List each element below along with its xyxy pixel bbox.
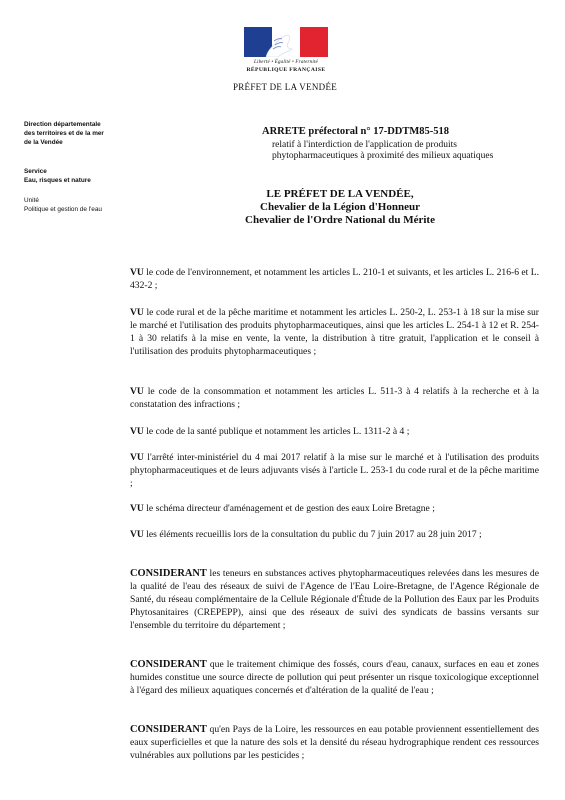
sidebar-unit [24,196,102,214]
authority-line: Chevalier de la Légion d'Honneur [260,201,420,213]
arrete-subtitle-line: phytopharmaceutiques à proximité des milieux aquatiques [272,151,494,161]
arrete-subtitle [272,140,493,162]
paragraph-text: le code rural et de la pêche maritime et notamment les articles L. 250-2, L. 253-1 à 18 sur la mise sur le marché et l'utilisation des produits phytopharmaceutiques, ainsi que les articles L. 254-1 à 12 et R. 254-1 à 30 relatifs à la mise en vente, la vente, la distribution à titre gratuit, l'application et le conseil à l'utilisation des produits phytopharmaceutiques ; [130,307,539,357]
paragraph-text: les éléments recueillis lors de la consultation du public du 7 juin 2017 au 28 juin 2017 ; [143,529,482,540]
considerant-paragraph [130,723,539,762]
unit-name: Politique et gestion de l'eau [24,206,102,213]
paragraph-text: le code de l'environnement, et notamment les articles L. 210-1 et suivants, et les articles L. 216-6 et L. 432-2 ; [130,267,539,291]
direction-line: des territoires et de la mer [24,130,104,137]
paragraph-text: les teneurs en substances actives phytopharmaceutiques relevées dans les mesures de la qualité de l'eau des réseaux de suivi de l'Agence de l'Eau Loire-Bretagne, de l'Agence Régionale de Santé, du réseau complémentaire de la Cellule Régionale d'Étude de la Pollution des Eaux par les Produits Phytosanitaires (CREPEPP), ainsi que des réseaux de suivi des syndicats de bassins versants sur l'ensemble du territoire du département ; [130,568,539,631]
vu-paragraph [130,306,539,358]
vu-keyword: VU [130,503,144,514]
arrete-subtitle-line: relatif à l'interdiction de l'application de produits [272,140,457,150]
republic-name: RÉPUBLIQUE FRANÇAISE [246,67,326,73]
republic-motto: Liberté • Égalité • Fraternité [254,60,318,65]
prefet-title: PRÉFET DE LA VENDÉE [232,82,338,92]
republic-logo [244,27,328,73]
paragraph-text: que le traitement chimique des fossés, cours d'eau, canaux, surfaces en eau et zones humides constitue une source directe de pollution qui peut présenter un risque toxicologique exceptionnel à l'égard des milieux aquatiques concernés et d'altération de la qualité de l'eau ; [130,659,539,696]
vu-keyword: VU [130,426,144,437]
vu-paragraph [130,451,539,490]
paragraph-text: le code de la consommation et notamment les articles L. 511-3 à 4 relatifs à la recherche et à la constatation des infractions ; [130,386,539,410]
marianne-flag-icon [244,27,328,57]
considerant-keyword: CONSIDERANT [130,659,207,670]
vu-keyword: VU [130,386,144,397]
vu-paragraph [130,385,539,411]
considerant-keyword: CONSIDERANT [130,724,207,735]
vu-paragraph [130,425,539,438]
direction-line: de la Vendée [24,139,63,146]
vu-keyword: VU [130,529,144,540]
authority-line: Chevalier de l'Ordre National du Mérite [245,214,435,226]
sidebar-direction [24,120,104,147]
considerant-keyword: CONSIDERANT [130,568,207,579]
vu-paragraph [130,266,539,292]
vu-paragraph [130,502,539,515]
sidebar-service [24,167,91,185]
authority-line: LE PRÉFET DE LA VENDÉE, [266,188,414,200]
vu-keyword: VU [130,267,144,278]
direction-line: Direction départementale [24,121,101,128]
considerant-paragraph [130,658,539,697]
considerant-paragraph [130,567,539,632]
paragraph-text: le code de la santé publique et notamment les articles L. 1311-2 à 4 ; [143,426,410,437]
unit-title: Unité [24,197,39,204]
flag-red-band [300,27,328,57]
paragraph-text: qu'en Pays de la Loire, les ressources en eau potable proviennent essentiellement des eaux superficielles et que la nature des sols et la densité du réseau hydrographique rendent ces ressources vulnérables aux pollutions par les pesticides ; [130,724,539,761]
vu-keyword: VU [130,307,144,318]
authority-heading [210,188,470,227]
paragraph-text: l'arrêté inter-ministériel du 4 mai 2017 relatif à la mise sur le marché et à l'utilisation des produits phytopharmaceutiques et de leurs adjuvants visés à l'article L. 253-1 du code rural et de la pêche maritime ; [130,452,539,489]
service-title: Service [24,168,47,175]
service-name: Eau, risques et nature [24,177,91,184]
vu-keyword: VU [130,452,144,463]
arrete-title: ARRETE préfectoral n° 17-DDTM85-518 [262,126,450,137]
vu-paragraph [130,528,539,541]
paragraph-text: le schéma directeur d'aménagement et de gestion des eaux Loire Bretagne ; [143,503,435,514]
